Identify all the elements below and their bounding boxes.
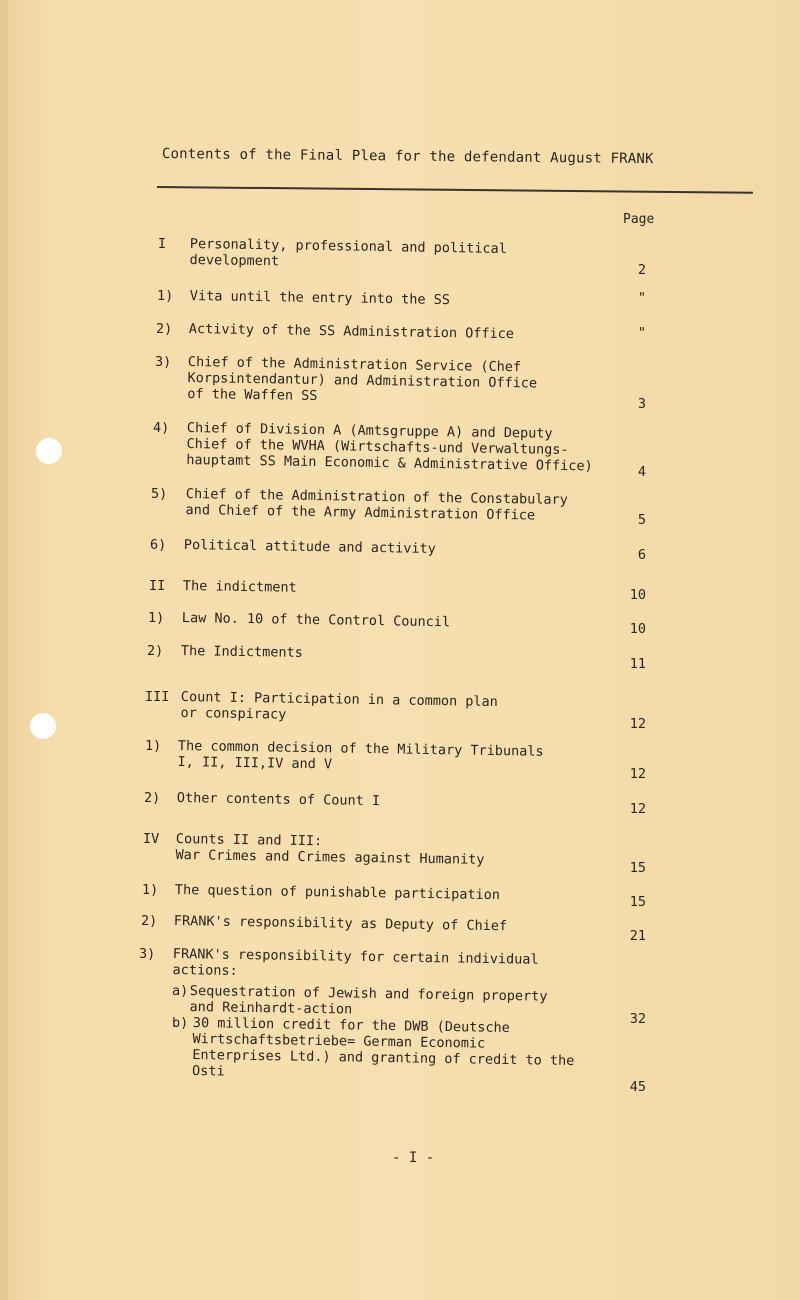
toc-entry-label: Political attitude and activity bbox=[183, 537, 436, 557]
toc-entry-page: 2 bbox=[637, 262, 646, 278]
toc-entry-number: 1) bbox=[157, 288, 174, 304]
toc-entry-label: Chief of the Administration of the Constabulary and Chief of the Army Administration Office bbox=[185, 486, 568, 524]
toc-entry-label: The Indictments bbox=[180, 643, 303, 661]
toc-sub-entry-letter: b) bbox=[172, 1015, 189, 1031]
toc-sub-entry-page: 32 bbox=[629, 1011, 646, 1027]
toc-entry-label: Law No. 10 of the Control Council bbox=[181, 610, 451, 631]
toc-entry-number: II bbox=[149, 578, 166, 594]
toc-entry-number: 2) bbox=[144, 790, 161, 806]
toc-entry-label: Counts II and III: War Crimes and Crimes against Humanity bbox=[175, 831, 485, 868]
toc-entry-number: 2) bbox=[156, 321, 173, 337]
toc-entry-label: FRANK's responsibility as Deputy of Chief bbox=[173, 913, 508, 935]
toc-entry-page: 10 bbox=[629, 621, 646, 637]
toc-sub-entry-label: Sequestration of Jewish and foreign property and Reinhardt-action bbox=[189, 983, 548, 1018]
toc-entry-label: Vita until the entry into the SS bbox=[189, 288, 451, 309]
toc-entry-label: Personality, professional and political development bbox=[189, 236, 507, 270]
toc-entry-number: 4) bbox=[153, 420, 170, 436]
toc-entry-page: 12 bbox=[629, 716, 646, 732]
toc-entry-number: 1) bbox=[148, 610, 165, 626]
toc-entry-number: III bbox=[145, 689, 170, 705]
toc-entry-label: Chief of Division A (Amtsgruppe A) and Deputy Chief of the WVHA (Wirtschafts-und Verwaltungs- hauptamt SS Main Economic & Administrative Office) bbox=[186, 420, 593, 475]
toc-entry-label: Activity of the SS Administration Office bbox=[188, 321, 515, 343]
toc-entry-page: 21 bbox=[629, 928, 646, 944]
toc-sub-entry-label: 30 million credit for the DWB (Deutsche Wirtschaftsbetriebe= German Economic Enterprises Ltd.) and granting of credit to the Osti bbox=[191, 1015, 575, 1080]
toc-entry-label: The question of punishable participation bbox=[174, 882, 501, 904]
toc-entry-number: 3) bbox=[155, 354, 172, 370]
document-title: Contents of the Final Plea for the defendant August FRANK bbox=[161, 146, 654, 168]
toc-entry-page: 5 bbox=[637, 512, 646, 528]
toc-entry-page: " bbox=[637, 290, 646, 306]
toc-entry-page: 4 bbox=[637, 464, 646, 480]
toc-entry-number: 3) bbox=[139, 946, 156, 962]
toc-entry-number: IV bbox=[143, 831, 160, 847]
toc-entry-number: 2) bbox=[141, 913, 158, 929]
toc-entry-page: 11 bbox=[629, 656, 646, 672]
toc-entry-page: 3 bbox=[637, 396, 646, 412]
toc-entry-page: 10 bbox=[629, 587, 646, 603]
page-column-header: Page bbox=[623, 212, 655, 227]
toc-entry-page: " bbox=[637, 325, 646, 341]
toc-entry-page: 12 bbox=[629, 801, 646, 817]
toc-entry-number: 1) bbox=[145, 738, 162, 754]
toc-entry-number: 6) bbox=[150, 537, 167, 553]
toc-entry-page: 6 bbox=[637, 547, 646, 563]
toc-entry-label: Chief of the Administration Service (Chef Korpsintendantur) and Administration Office of the Waffen SS bbox=[187, 354, 538, 405]
toc-entry-label: Other contents of Count I bbox=[176, 790, 381, 810]
toc-entry-page: 12 bbox=[629, 766, 646, 782]
toc-entry-number: 5) bbox=[151, 486, 168, 502]
page-footer-number: - I - bbox=[392, 1150, 435, 1166]
toc-sub-entry-page: 45 bbox=[629, 1079, 646, 1095]
toc-entry-label: FRANK's responsibility for certain individual actions: bbox=[172, 946, 539, 980]
toc-entry-label: Count I: Participation in a common plan or conspiracy bbox=[180, 689, 498, 723]
toc-entry-page: 15 bbox=[629, 894, 646, 910]
toc-entry-number: 1) bbox=[142, 882, 159, 898]
toc-entry-number: I bbox=[158, 236, 167, 252]
toc-entry-page: 15 bbox=[629, 860, 646, 876]
toc-entry-label: The common decision of the Military Tribunals I, II, III,IV and V bbox=[177, 738, 544, 773]
toc-sub-entry-letter: a) bbox=[172, 983, 189, 999]
toc-entry-label: The indictment bbox=[182, 578, 297, 596]
toc-entry-number: 2) bbox=[147, 643, 164, 659]
